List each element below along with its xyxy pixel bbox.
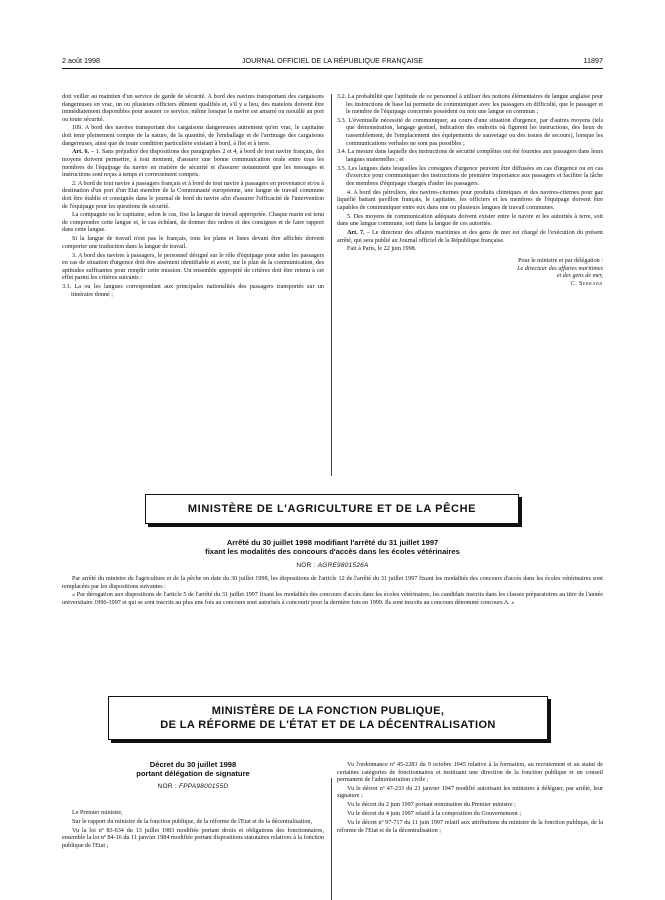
signature-line: Pour le ministre et par délégation : bbox=[518, 258, 603, 265]
ministry-name-line: MINISTÈRE DE LA FONCTION PUBLIQUE, bbox=[211, 705, 445, 717]
ministry-heading-fonction-publique bbox=[108, 696, 548, 740]
arrete-nor bbox=[62, 562, 603, 569]
paragraph: Le Premier ministre, bbox=[72, 810, 123, 816]
ministry-name: MINISTÈRE DE L'AGRICULTURE ET DE LA PÊCHE bbox=[187, 503, 477, 515]
paragraph: Vu le décret du 2 juin 1997 portant nomination du Premier ministre ; bbox=[347, 802, 516, 809]
paragraph: Si la langue de travail n'est pas le français, tous les plans et listes devant être affichés doivent comporter une traduction dans la langue de travail. bbox=[62, 236, 324, 250]
paragraph: Vu le décret nº 97-717 du 11 juin 1997 relatif aux attributions du ministre de la fonction publique, de la réforme de l'Etat et de la décentralisation ; bbox=[337, 820, 603, 834]
signature-role: Le directeur des affaires maritimes bbox=[517, 265, 603, 272]
decret-title-line: Décret du 30 juillet 1998 bbox=[149, 760, 237, 769]
article-6-paragraph bbox=[62, 149, 324, 179]
paragraph: 3. A bord des navires à passagers, le personnel désigné sur le rôle d'équipage pour aider les passagers en cas de situation d'urgence doit être aisément identifiable et avoir, sur le plan de la communication, des aptitudes suffisantes pour remplir cette mission. Un ensemble approprié de critères doit être retenu à cet effet parmi les critères suivants : bbox=[62, 252, 324, 282]
paragraph: Vu l'ordonnance nº 45-2283 du 9 octobre 1945 relative à la formation, au recrutement et au statut de certaines catégories de fonctionnaires et instituant une direction de la fonction publique et un conseil permanent de l'administration civile ; bbox=[337, 762, 603, 784]
list-item: 3.1. La ou les langues correspondant aux principales nationalités des passagers transportés sur un itinéraire donné ; bbox=[62, 284, 324, 298]
nor-label: NOR : bbox=[296, 562, 316, 569]
signatory-name: C. Serradji bbox=[570, 280, 603, 287]
arrete-body bbox=[62, 576, 603, 608]
nor-code: FPPA9800155D bbox=[179, 783, 229, 790]
list-item: 3.3. L'éventuelle nécessité de communiquer, au cours d'une situation d'urgence, par d'autres moyens (tels que démonstration, langage gestuel, indication des endroits où figurent les instructions, des lieux de rassemblement, de l'emplacement des équipements de sauvetage ou des issues de secours), lorsque les communications verbales ne sont pas possibles ; bbox=[337, 117, 603, 147]
column-divider bbox=[331, 94, 332, 476]
article-7-label: Art. 7. bbox=[347, 230, 365, 237]
bottom-left-column bbox=[62, 800, 324, 852]
list-item: 3.2. La probabilité que l'aptitude de ce personnel à utiliser des notions élémentaires de langue anglaise pour les instructions de base lui permette de communiquer avec les passagers en difficulté, que le passager et le membre de l'équipage concernés possèdent ou non une langue en commun ; bbox=[337, 94, 603, 116]
article-6-text: – 1. Sans préjudice des dispositions des paragraphes 2 et 4, à bord de tout navire français, des moyens doivent permettre, à tout moment, d'assurer une bonne communication orale entre tous les membres de l'équipage du navire en matière de sécurité et d'assurer notamment que les messages et instructions sont reçus à temps et correctement compris. bbox=[62, 149, 324, 179]
article-7-paragraph bbox=[337, 230, 603, 245]
paragraph: doit veiller au maintien d'un service de garde de sécurité. A bord des navires transportant des cargaisons dangereuses en vrac, un ou plusieurs officiers dûment qualifiés et, s'il y a lieu, des matelots doivent être immédiatement disponibles pour assurer ce service, même lorsque le navire est amarré ou mouillé au port ou toute sécurité. bbox=[62, 94, 324, 123]
header-journal-title: JOURNAL OFFICIEL DE LA RÉPUBLIQUE FRANÇAISE bbox=[241, 56, 424, 65]
decret-title-line: portant délégation de signature bbox=[136, 769, 250, 778]
paragraph: La compagnie ou le capitaine, selon le cas, fixe la langue de travail appropriée. Chaque marin est tenu de comprendre cette langue et, le cas échéant, de donner des ordres et des consignes et de faire rapport dans cette langue. bbox=[62, 212, 324, 234]
nor-label: NOR : bbox=[157, 783, 177, 790]
signature-block bbox=[337, 258, 603, 288]
paragraph: 4. A bord des pétroliers, des navires-citernes pour produits chimiques et des navires-citernes pour gaz liquéfié battant pavillon français, le capitaine, les officiers et les membres de l'équipage doivent être capables de communiquer entre eux dans une ou plusieurs langues de travail communes. bbox=[337, 189, 603, 211]
list-item: 3.4. La mesure dans laquelle des instructions de sécurité complètes ont été fournies aux passagers dans leurs langues maternelles ; et bbox=[337, 149, 604, 163]
header-date: 2 août 1998 bbox=[62, 56, 100, 65]
paragraph: Vu le décret du 4 juin 1997 relatif à la composition du Gouvernement ; bbox=[347, 811, 522, 818]
header-page-number: 11897 bbox=[583, 56, 603, 65]
list-item: 3.5. Les langues dans lesquelles les consignes d'urgence peuvent être diffusées en cas d'urgence ou en cas d'exercice pour communiquer des instructions de première importance aux passagers et faciliter la tâche des membres d'équipage chargés d'aider les passagers. bbox=[337, 165, 603, 187]
ministry-name-line: DE LA RÉFORME DE L'ÉTAT ET DE LA DÉCENTRALISATION bbox=[160, 719, 496, 731]
bottom-right-column bbox=[337, 762, 603, 836]
paragraph: 5. Des moyens de communication adéquats doivent exister entre le navire et les autorités à terre, soit dans une langue commune, soit dans la langue de ces autorités. bbox=[337, 213, 603, 228]
paragraph: « Par dérogation aux dispositions de l'article 5 de l'arrêté du 31 juillet 1997 fixant les modalités des concours d'accès dans les écoles vétérinaires, les candidats inscrits dans les classes préparatoires au titre de l'année universitaire 1996-1997 et qui se sont inscrits au plus une fois au concours sont autorisés à concourir pour la dernière fois en 1999. Ils sont inscrits au concours dénommé concours A. » bbox=[62, 592, 603, 606]
paragraph: 2. A bord de tout navire à passagers français et à bord de tout navire à passagers en provenance et/ou à destination d'un port d'un Etat membre de la Communauté européenne, une langue de travail commune doit être établie et consignée dans le journal de bord du navire afin d'assurer l'efficacité de l'intervention de l'équipage pour les questions de sécurité. bbox=[62, 180, 324, 210]
running-header bbox=[62, 56, 603, 68]
arrete-title-line: Arrêté du 30 juillet 1998 modifiant l'arrêté du 31 juillet 1997 bbox=[226, 538, 439, 547]
ministry-heading-agriculture bbox=[145, 494, 519, 524]
arrete-title-line: fixant les modalités des concours d'accès dans les écoles vétérinaires bbox=[205, 547, 460, 556]
nor-code: AGRE9801526A bbox=[317, 562, 369, 569]
arrete-title bbox=[62, 538, 603, 556]
paragraph: Vu la loi nº 83-634 du 13 juillet 1983 modifiée portant droits et obligations des fonctionnaires, ensemble la loi nº 84-16 du 11 janvier 1984 modifiée portant dispositions statutaires relatives à la fonction publique de l'Etat ; bbox=[62, 827, 324, 849]
article-6-label: Art. 6. bbox=[72, 149, 90, 156]
column-divider bbox=[331, 778, 332, 900]
article-7-text: – Le directeur des affaires maritimes et des gens de mer est chargé de l'exécution du présent arrêté, qui sera publié au Journal officiel de la République française. bbox=[337, 230, 603, 244]
header-rule bbox=[62, 68, 603, 69]
signature-role: et des gens de mer, bbox=[556, 273, 603, 280]
paragraph: Vu le décret nº 47-233 du 23 janvier 1947 modifié autorisant les ministres à déléguer, par arrêté, leur signature ; bbox=[337, 785, 603, 800]
paragraph: 109. A bord des navires transportant des cargaisons dangereuses autrement qu'en vrac, le capitaine doit tenir pleinement compte de la nature, de la quantité, de l'emballage et de l'arrimage des cargaisons dangereuses, ainsi que de toute condition particulière existant à bord, à flot et à terre. bbox=[62, 125, 324, 147]
decret-nor bbox=[62, 783, 324, 790]
decret-title bbox=[62, 760, 324, 778]
top-right-column bbox=[337, 94, 603, 288]
paragraph: Par arrêté du ministre de l'agriculture et de la pêche en date du 30 juillet 1998, les dispositions de l'article 12 de l'arrêté du 31 juillet 1997 fixant les modalités des concours d'accès dans les écoles vétérinaires sont remplacées par les dispositions suivantes : bbox=[62, 576, 603, 590]
top-left-column bbox=[62, 94, 324, 301]
paragraph: Sur le rapport du ministre de la fonction publique, de la réforme de l'Etat et de la décentralisation, bbox=[72, 818, 312, 825]
done-at: Fait à Paris, le 22 juin 1998. bbox=[347, 246, 417, 253]
